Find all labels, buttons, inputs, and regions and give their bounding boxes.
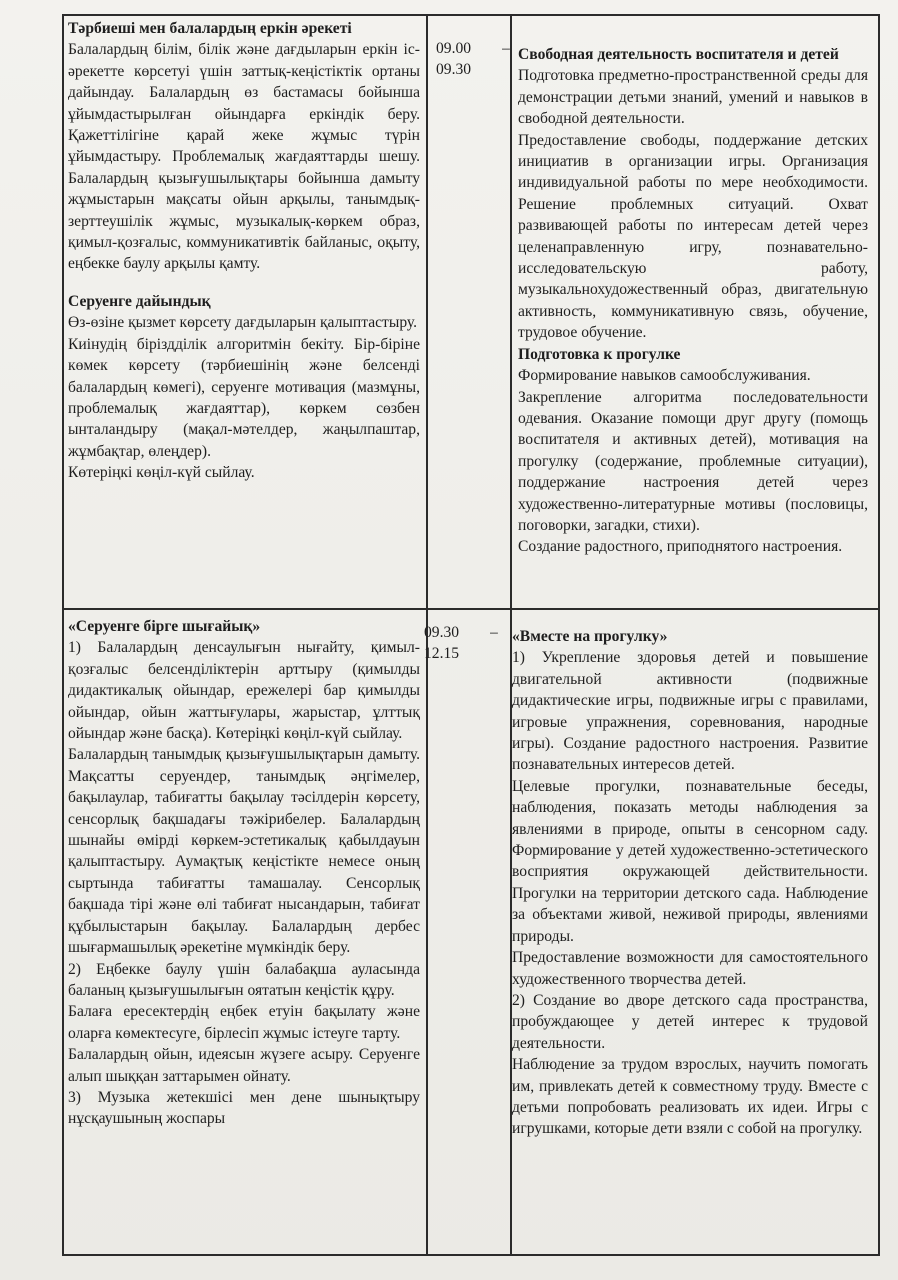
row1-kz-paragraph: Өз-өзіне қызмет көрсету дағдыларын қалыптастыру. xyxy=(68,314,418,332)
row2-kz-paragraph: Балалардың танымдық қызығушылықтарын дамыту. Мақсатты серуендер, танымдық әңгімелер, бақылаулар, табиғатты бақылау тәсілдерін көрсету, сенсорлық бақшадағы тәжірибелер. Балалардың шынайы өмірді көркем-эстетикалық қабылдауын қалыптастыру. Аумақтық кеңістікте немесе оның сыртында табиғатты тамашалау. Сенсорлық бақшада тірі және өлі табиғат нысандарын, табиғат құбылыстарын бақылау. Балалардың дербес шығармашылық әрекетіне мүмкіндік беру. xyxy=(68,746,420,957)
row2-kz-paragraph: Балалардың ойын, идеясын жүзеге асыру. Серуенге алып шыққан заттарымен ойнату. xyxy=(68,1046,420,1085)
row1-kz-paragraph: Балалардың білім, білік және дағдыларын еркін іс-әрекетте көрсетуі үшін заттық-кеңістіктік ортаны дайындау. Балалардың өз бастамасы бойынша ұйымдастырылған ойындарға еркіндік беру. Қажеттілігіне қарай жеке жұмыс түрін ұйымдастыру. Проблемалық жағдаяттарды шешу. Балалардың қызығушылықтары бойынша дамыту жұмыстарын мақсаты ойын арқылы, танымдық-зерттеушілік жұмыс, музыкалық-көркем образ, қимыл-қозғалыс, коммуникативтік байланыс, оқыту, еңбекке баулу арқылы қамту. xyxy=(68,41,420,273)
row1-kz-paragraph: Көтеріңкі көңіл-күй сыйлау. xyxy=(68,464,255,482)
row1-time-start: 09.00 xyxy=(436,40,472,57)
row1-kz-title: Тәрбиеші мен балалардың еркін әрекеті xyxy=(68,20,352,37)
row1-ru-paragraph: Закрепление алгоритма последовательности одевания. Оказание помощи друг другу (помощь воспитателя и активных детей), мотивация на прогулку (содержание, проблемные ситуации), поддержание настроения детей через художественно-литературные мотивы (пословицы, поговорки, загадки, стихи). xyxy=(518,388,868,534)
row1-ru-paragraph: Предоставление свободы, поддержание детских инициатив в организации игры. Организация индивидуальной работы по мере необходимости. Решение проблемных ситуаций. Охват развивающей работы по интересам детей через целенаправленную игру, познавательно-исследовательскую работу, музыкальнохудожественный образ, двигательную активность, коммуникативную связь, обучение, трудовое обучение. xyxy=(518,131,868,342)
row2-time-start: 09.30 xyxy=(424,624,460,641)
row1-kz-paragraph: Киінудің біріздділік алгоритмін бекіту. Бір-біріне көмек көрсету (тәрбиешінің және белсенді балалардың көмегі), серуенге мотивация (мазмұны, проблемалық жағдаяттар), көркем сөзбен ынталандыру (мақал-мәтелдер, жаңылпаштар, жұмбақтар, өлеңдер). xyxy=(68,335,420,460)
row2-ru-cell xyxy=(512,626,868,1256)
row1-ru-title: Свободная деятельность воспитателя и детей xyxy=(518,46,839,63)
row2-kz-paragraph: 1) Балалардың денсаулығын нығайту, қимыл-қозғалыс белсенділіктерін арттыру (қимылды дидактикалық ойындар, ережелері бар қимылды ойындар, ойын жаттығулары, жарыстар, ұлттық ойындар және басқа). Көтеріңкі көңіл-күй сыйлау. xyxy=(68,639,420,743)
row2-ru-paragraph: 1) Укрепление здоровья детей и повышение двигательной активности (подвижные дидактические игры, подвижные игры с правилами, игровые упражнения, соревнования, народные игры). Создание радостного настроения. Развитие познавательных интересов детей. xyxy=(512,649,868,774)
row2-kz-paragraph: 3) Музыка жетекшісі мен дене шынықтыру нұсқаушының жоспары xyxy=(68,1088,420,1128)
row2-kz-paragraph: 2) Еңбекке баулу үшін балабақша ауласында баланың қызығушылығын оятатын кеңістік құру. xyxy=(68,960,420,999)
row2-kz-cell xyxy=(68,616,420,1246)
row2-time-dash: – xyxy=(490,624,498,641)
row2-kz-title: «Серуенге бірге шығайық» xyxy=(68,618,261,635)
row2-ru-paragraph: Предоставление возможности для самостоятельного художественного творчества детей. xyxy=(512,949,868,988)
row1-ru-paragraph: Подготовка предметно-пространственной среды для демонстрации детьми знаний, умений и навыков в свободной деятельности. xyxy=(518,67,868,128)
row2-ru-paragraph: 2) Создание во дворе детского сада пространства, пробуждающее у детей интерес к трудовой деятельности. xyxy=(512,991,868,1052)
row2-time-end: 12.15 xyxy=(424,645,460,662)
table-border-top xyxy=(62,14,880,16)
row1-ru-cell xyxy=(518,44,868,634)
row2-ru-paragraph: Наблюдение за трудом взрослых, научить помогать им, привлекать детей к совместному труду. Вместе с детьми попробовать реализовать их идеи. Игры с игрушками, которые дети взяли с собой на прогулку. xyxy=(512,1056,868,1138)
row1-kz-subtitle: Серуенге дайындық xyxy=(68,292,211,310)
row2-ru-title: «Вместе на прогулку» xyxy=(512,628,668,645)
row1-ru-subtitle: Подготовка к прогулке xyxy=(518,345,681,363)
row1-ru-paragraph: Создание радостного, приподнятого настроения. xyxy=(518,538,843,556)
row1-time-dash: – xyxy=(502,40,510,57)
row1-kz-cell xyxy=(68,18,420,608)
row1-ru-paragraph: Формирование навыков самообслуживания. xyxy=(518,367,811,385)
table-border-left xyxy=(62,14,64,1256)
row2-kz-paragraph: Балаға ересектердің еңбек етуін бақылату және оларға көмектесуге, бірлесіп жұмыс істеуге тарту. xyxy=(68,1003,420,1042)
row2-ru-paragraph: Целевые прогулки, познавательные беседы, наблюдения, показать методы наблюдения за явлениями в природе, опыты в сенсорном саду. Формирование у детей художественно-эстетического восприятия окружающей действительности. Прогулки на территории детского сада. Наблюдение за объектами живой, неживой природы, явлениями природы. xyxy=(512,777,868,945)
row1-time-end: 09.30 xyxy=(436,61,472,78)
table-border-right xyxy=(878,14,880,1256)
